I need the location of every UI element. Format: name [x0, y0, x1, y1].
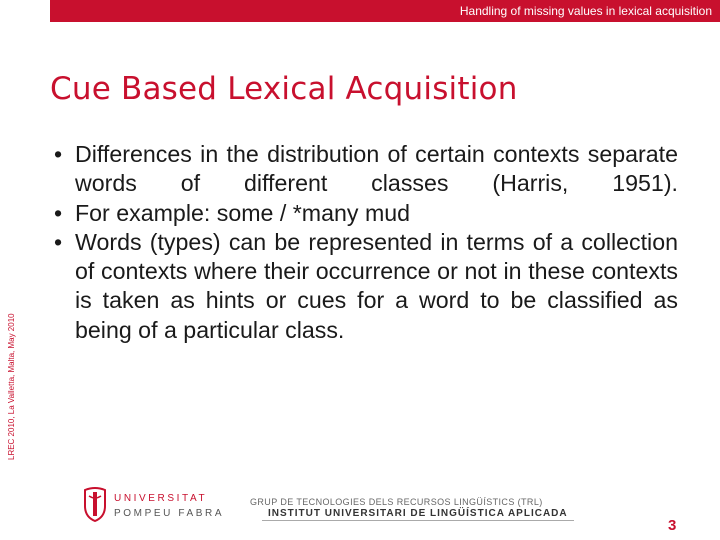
- research-group-name: GRUP DE TECNOLOGIES DELS RECURSOS LINGÜÍSTICS (TRL): [250, 497, 543, 507]
- university-logo: [82, 486, 242, 526]
- logo-text-line2: POMPEU FABRA: [114, 508, 225, 519]
- bullet-item: • Words (types) can be represented in terms of a collection of contexts where their occurrence or not in these contexts is taken as hints or cues for a word to be classified as being of a particular class.: [54, 228, 678, 345]
- institute-name: INSTITUT UNIVERSITARI DE LINGÜÍSTICA APLICADA: [262, 507, 574, 521]
- bullet-item: • Differences in the distribution of certain contexts separate words of different classes (Harris, 1951).: [54, 140, 678, 199]
- university-shield-icon: [82, 486, 108, 522]
- logo-text-line1: UNIVERSITAT: [114, 493, 208, 504]
- header-title: Handling of missing values in lexical acquisition: [459, 4, 712, 18]
- slide-title: Cue Based Lexical Acquisition: [50, 71, 518, 107]
- bullet-list: [54, 140, 678, 345]
- conference-note: LREC 2010, La Valletta, Malta, May 2010: [7, 313, 16, 460]
- header-bar: [50, 0, 720, 22]
- bullet-item: • For example: some / *many mud: [54, 199, 678, 228]
- page-number: 3: [668, 517, 677, 534]
